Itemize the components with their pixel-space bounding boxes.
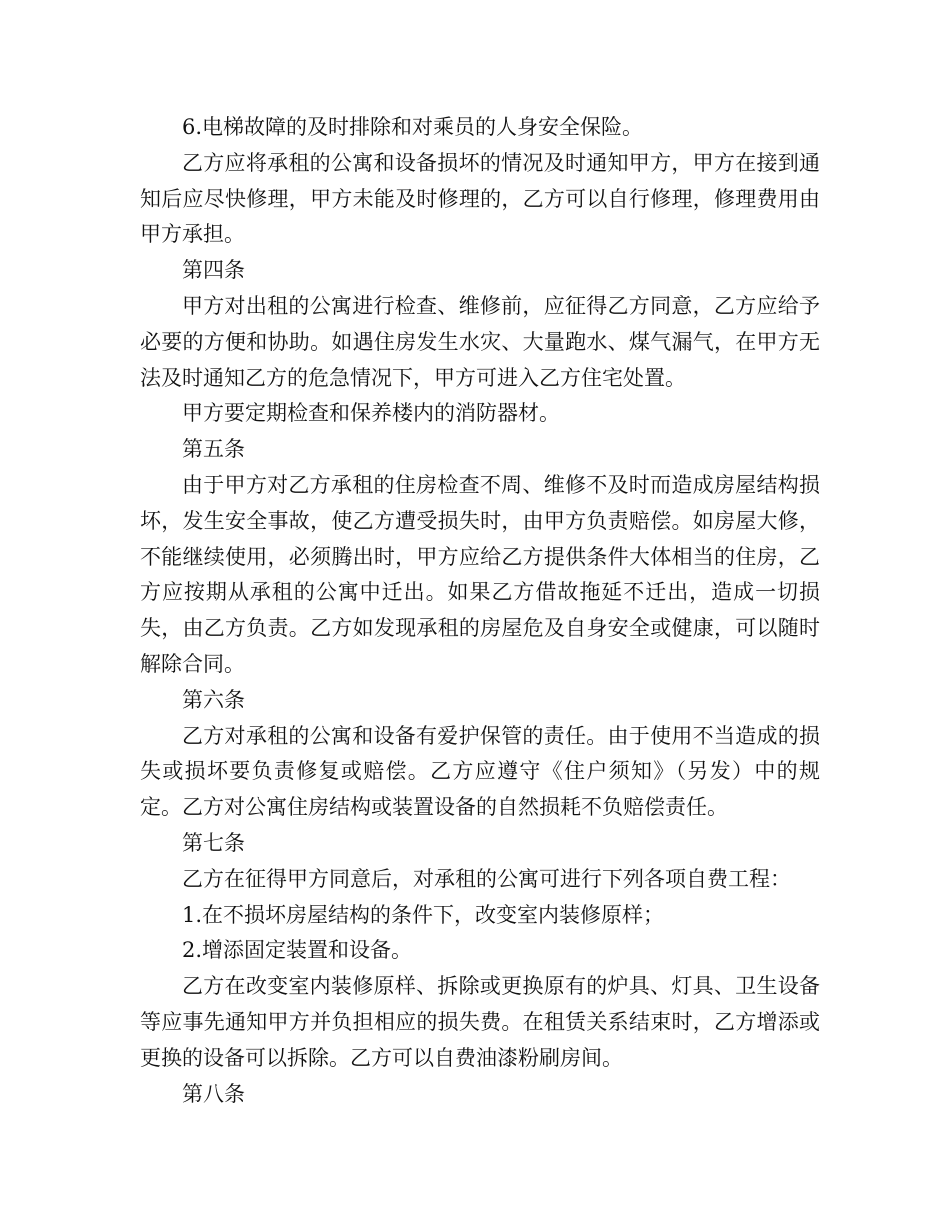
article-4-heading: 第四条 bbox=[182, 258, 245, 283]
article-6-care-paragraph: 乙方对承租的公寓和设备有爱护保管的责任。由于使用不当造成的损失或损坏要负责修复或赔偿。乙方应遵守《住户须知》（另发）中的规定。乙方对公寓住房结构或装置设备的自然损耗不负赔偿责任。 bbox=[140, 723, 820, 820]
article-5-heading: 第五条 bbox=[182, 437, 245, 462]
repair-notice-paragraph: 乙方应将承租的公寓和设备损坏的情况及时通知甲方，甲方在接到通知后应尽快修理，甲方未能及时修理的，乙方可以自行修理，修理费用由甲方承担。 bbox=[140, 150, 820, 247]
article-7-item-1: 1.在不损坏房屋结构的条件下，改变室内装修原样； bbox=[182, 902, 665, 927]
article-5-liability-paragraph: 由于甲方对乙方承租的住房检查不周、维修不及时而造成房屋结构损坏，发生安全事故，使乙方遭受损失时，由甲方负责赔偿。如房屋大修，不能继续使用，必须腾出时，甲方应给乙方提供条件大体相当的住房，乙方应按期从承租的公寓中迁出。如果乙方借故拖延不迁出，造成一切损失，由乙方负责。乙方如发现承租的房屋危及自身安全或健康，可以随时解除合同。 bbox=[140, 472, 820, 676]
article-7-modification-paragraph: 乙方在改变室内装修原样、拆除或更换原有的炉具、灯具、卫生设备等应事先通知甲方并负担相应的损失费。在租赁关系结束时，乙方增添或更换的设备可以拆除。乙方可以自费油漆粉刷房间。 bbox=[140, 974, 820, 1070]
clause-item-6: 6.电梯故障的及时排除和对乘员的人身安全保险。 bbox=[182, 115, 644, 139]
article-4-inspection-paragraph: 甲方对出租的公寓进行检查、维修前，应征得乙方同意，乙方应给予必要的方便和协助。如遇住房发生水灾、大量跑水、煤气漏气，在甲方无法及时通知乙方的危急情况下，甲方可进入乙方住宅处置。 bbox=[140, 293, 820, 390]
article-7-heading: 第七条 bbox=[182, 830, 245, 855]
article-6-heading: 第六条 bbox=[182, 687, 245, 712]
article-7-intro-paragraph: 乙方在征得甲方同意后，对承租的公寓可进行下列各项自费工程： bbox=[182, 866, 791, 891]
article-7-item-2: 2.增添固定装置和设备。 bbox=[182, 938, 413, 963]
article-4-fire-equipment-paragraph: 甲方要定期检查和保养楼内的消防器材。 bbox=[182, 401, 560, 426]
article-8-heading: 第八条 bbox=[182, 1081, 245, 1106]
document-body bbox=[140, 110, 820, 1112]
